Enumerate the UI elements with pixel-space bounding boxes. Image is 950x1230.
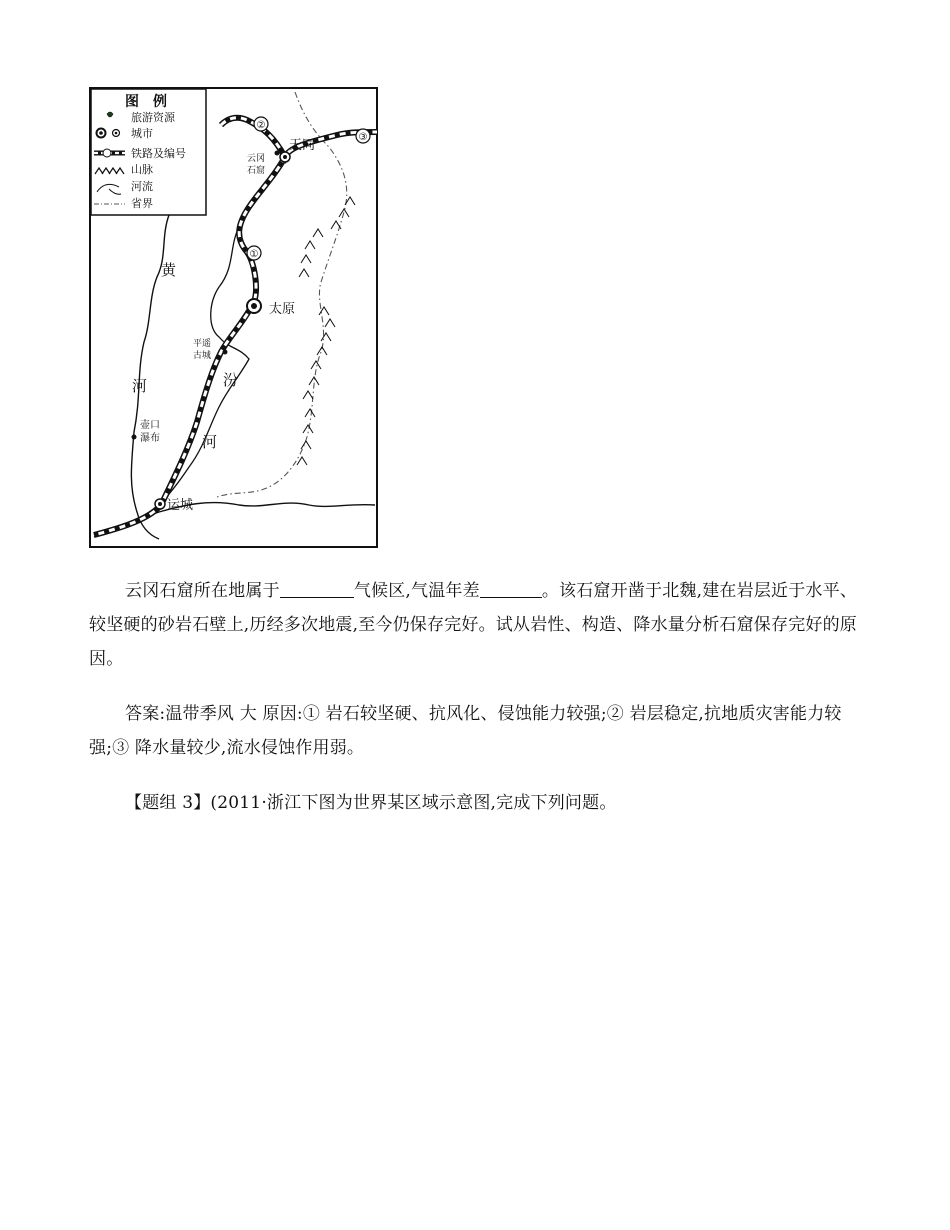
- label-pingyao-1: 平遥: [193, 339, 212, 349]
- shanxi-map: [89, 87, 378, 548]
- legend-item-label: 铁路及编号: [131, 147, 186, 160]
- answer-blank-2: [480, 579, 542, 598]
- legend-item-label: 山脉: [131, 163, 153, 176]
- railway-number-1: [247, 246, 261, 260]
- city-yuncheng: [155, 499, 165, 509]
- legend-item-label: 城市: [131, 127, 153, 140]
- tourism-yungang: [275, 151, 280, 156]
- question-group-heading: 【题组 3】(2011·浙江下图为世界某区域示意图,完成下列问题。: [125, 793, 617, 813]
- label-datong: 天同: [289, 138, 316, 153]
- answer-paragraph: 答案:温带季风 大 原因:① 岩石较坚硬、抗风化、侵蚀能力较强;② 岩层稳定,抗地质灾害能力较强;③ 降水量较少,流水侵蚀作用弱。: [89, 704, 842, 758]
- map-legend: [91, 89, 206, 215]
- label-huang: 黄: [161, 261, 177, 279]
- question-paragraph: [89, 574, 861, 676]
- tourism-pingyao: [223, 350, 228, 355]
- answer-blank-1: [280, 579, 354, 598]
- label-yungang-1: 云冈: [247, 154, 266, 164]
- label-pingyao-2: 古城: [193, 351, 212, 361]
- railway-number-1-label: ①: [249, 249, 259, 260]
- label-yungang-2: 石窟: [247, 166, 266, 176]
- question-text-3: 。该石窟开凿于北魏,建在岩层近于水平、较坚硬的砂岩石壁上,历经多次地震,至今仍保存完好。试从岩性、构造、降水量分析石窟保存完好的原因。: [89, 581, 858, 669]
- railway-number-2-label: ②: [256, 120, 266, 131]
- legend-item-label: 河流: [131, 180, 153, 193]
- railway-number-3: [356, 129, 370, 143]
- label-taiyuan: 太原: [269, 302, 296, 317]
- question-text-1: 云冈石窟所在地属于: [125, 581, 280, 601]
- label-hukou-2: 瀑布: [140, 433, 160, 444]
- tourism-hukou: [132, 435, 137, 440]
- question-text-2: 气候区,气温年差: [353, 581, 480, 601]
- label-yuncheng: 运城: [167, 498, 194, 513]
- legend-title: 图 例: [125, 94, 167, 110]
- label-hukou-1: 壶口: [140, 420, 160, 431]
- legend-item-label: 省界: [131, 197, 153, 210]
- city-taiyuan: [247, 299, 261, 313]
- railway-number-3-label: ③: [358, 132, 368, 143]
- railway-number-2: [254, 117, 268, 131]
- legend-item-label: 旅游资源: [131, 111, 175, 124]
- city-datong: [280, 152, 290, 162]
- label-he-yellow: 河: [132, 377, 148, 395]
- label-he-fen: 河: [202, 433, 218, 451]
- label-fen: 汾: [223, 371, 239, 389]
